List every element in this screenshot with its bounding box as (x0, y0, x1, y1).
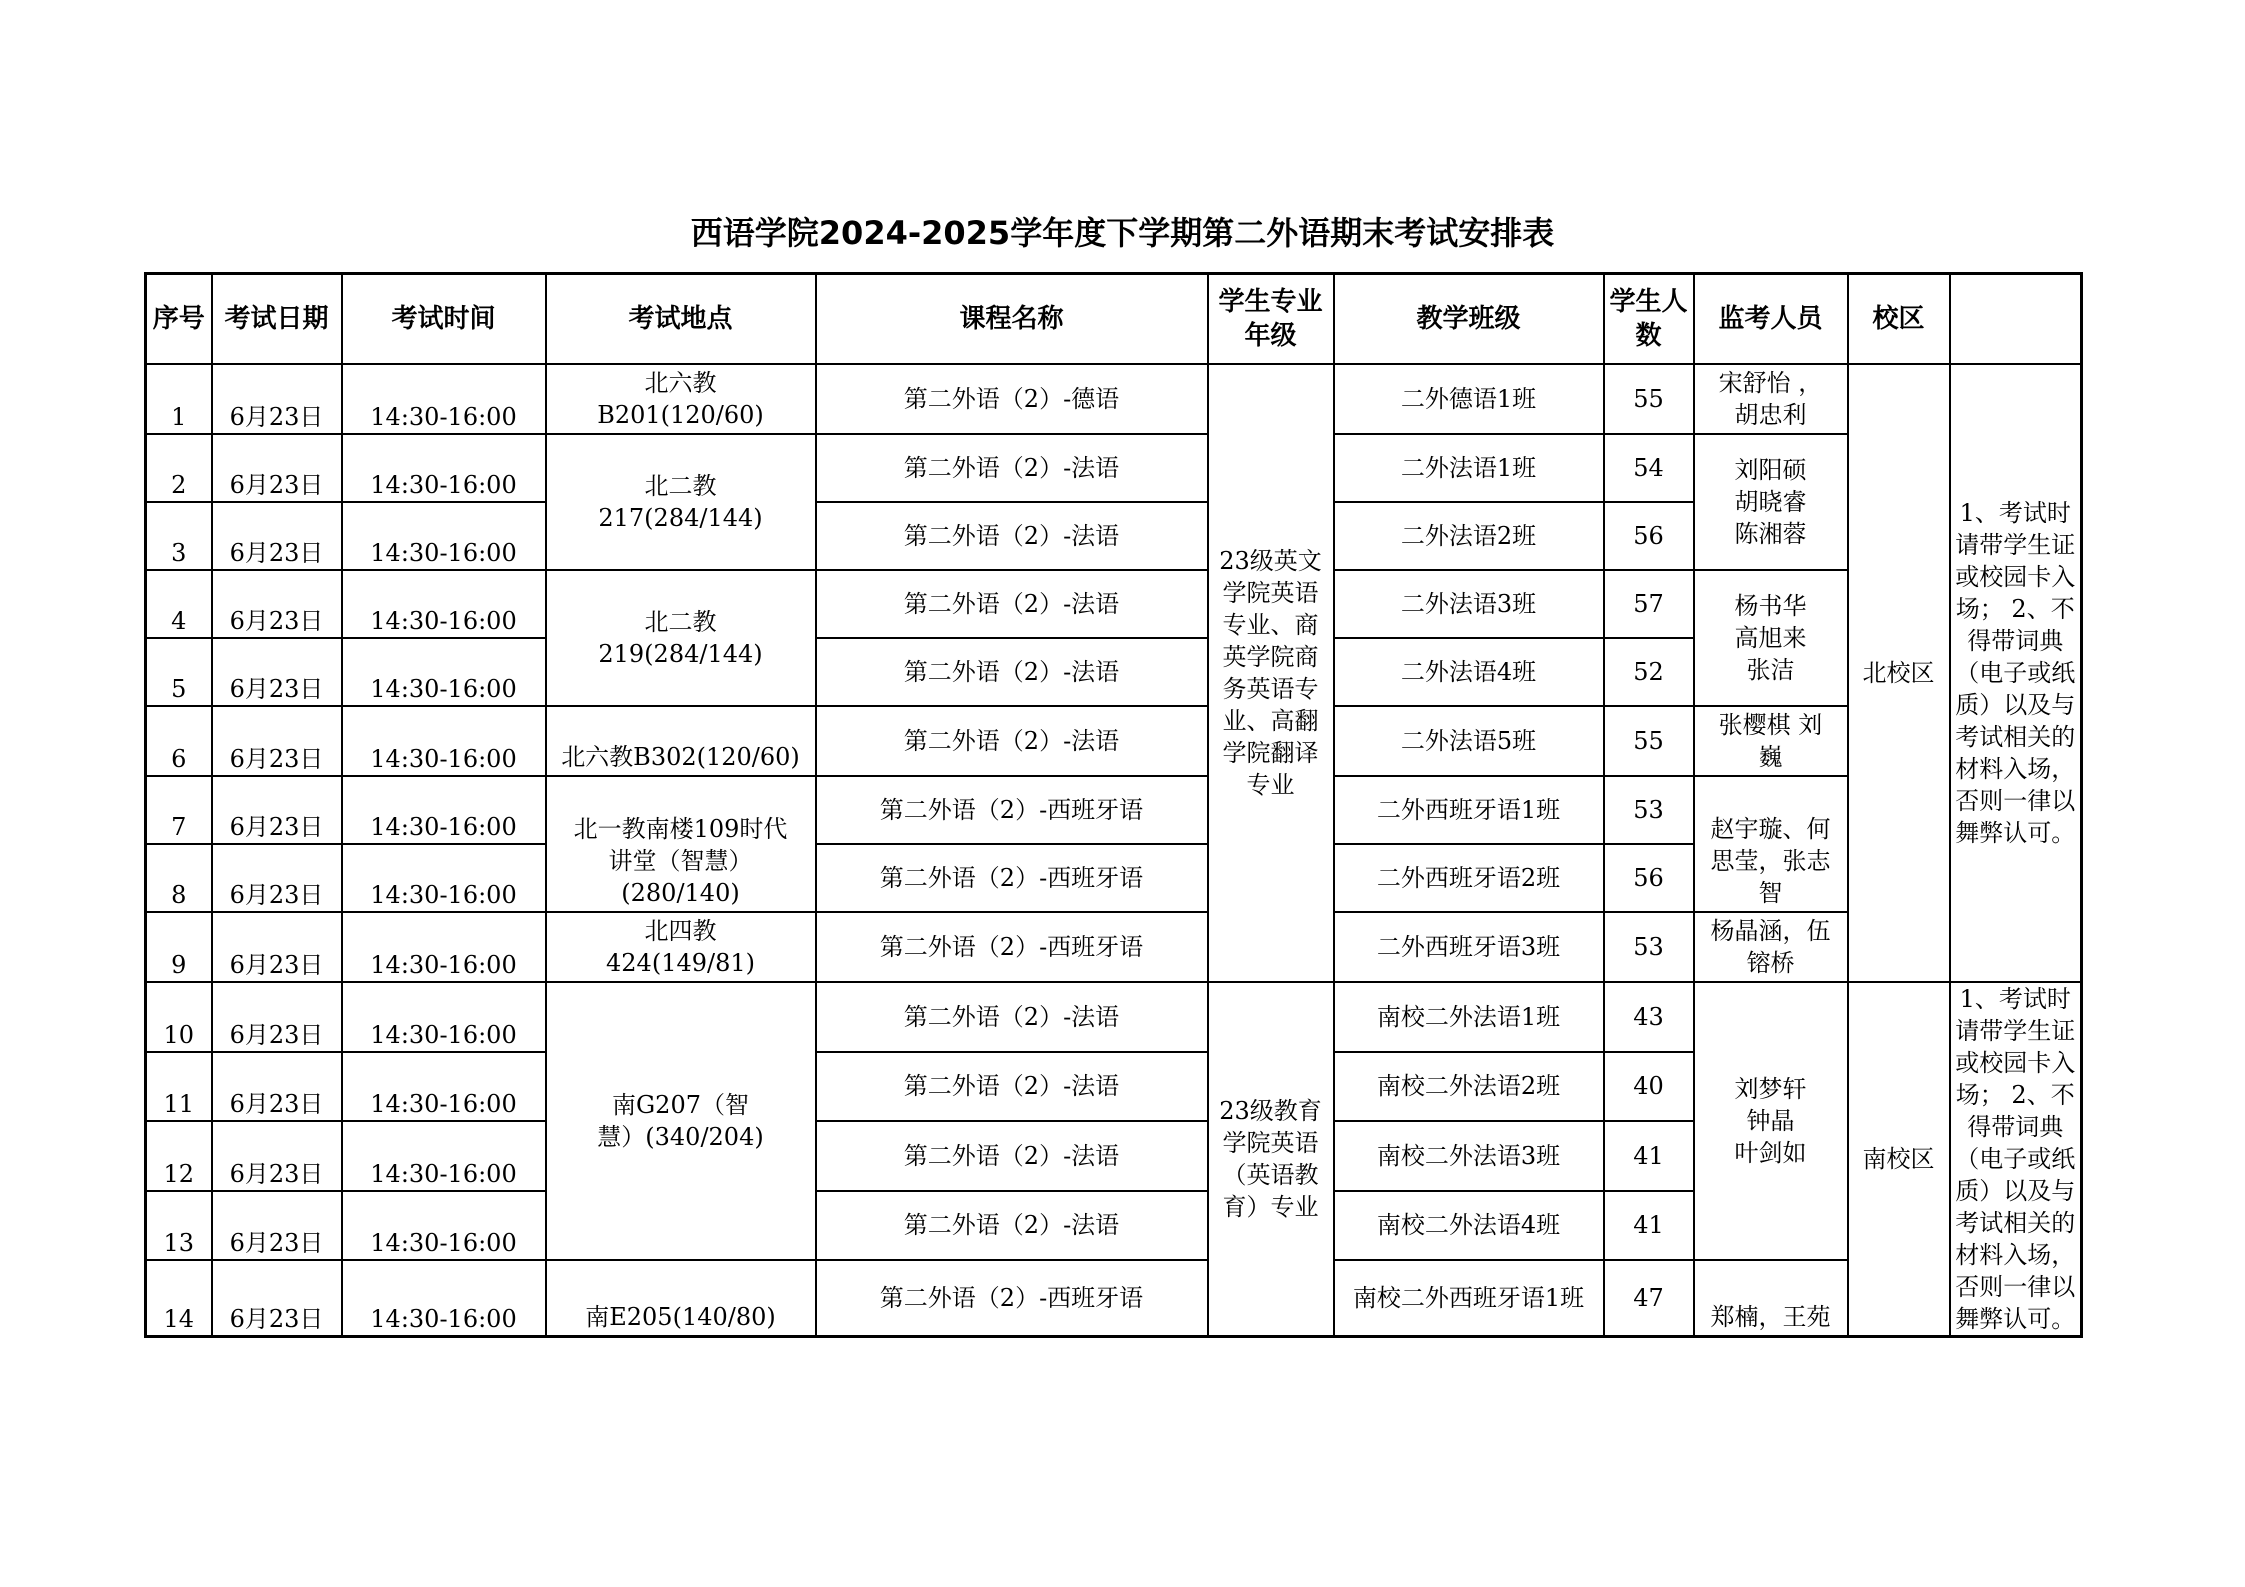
header-campus: 校区 (1848, 274, 1950, 365)
invigilator-cell (1694, 912, 1848, 982)
table-row (146, 434, 2082, 502)
course-cell: 第二外语（2）-西班牙语 (816, 1260, 1208, 1336)
seq-cell: 3 (146, 502, 212, 570)
count-cell: 57 (1604, 570, 1694, 638)
major-cell: 23级英文学院英语专业、商英学院商务英语专业、高翻学院翻译专业 (1208, 364, 1334, 982)
count-cell: 52 (1604, 638, 1694, 706)
course-cell: 第二外语（2）-法语 (816, 1191, 1208, 1261)
header-row (146, 274, 2082, 365)
course-cell: 第二外语（2）-西班牙语 (816, 776, 1208, 844)
seq-cell: 10 (146, 982, 212, 1052)
class-cell: 南校二外法语2班 (1334, 1052, 1604, 1122)
table-row (146, 982, 2082, 1052)
venue-line: B201(120/60) (597, 401, 764, 429)
course-cell: 第二外语（2）-西班牙语 (816, 912, 1208, 982)
invigilator-line: 张洁 (1746, 656, 1795, 684)
seq-cell: 2 (146, 434, 212, 502)
header-time: 考试时间 (342, 274, 546, 365)
table-row (146, 570, 2082, 638)
seq-cell: 5 (146, 638, 212, 706)
invigilator-line: 智 (1758, 879, 1783, 907)
header-course: 课程名称 (816, 274, 1208, 365)
venue-line: 南G207（智 (612, 1091, 749, 1120)
invigilator-line: 杨书华 (1734, 592, 1807, 620)
class-cell: 二外法语2班 (1334, 502, 1604, 570)
course-cell: 第二外语（2）-法语 (816, 982, 1208, 1052)
venue-cell (546, 364, 816, 434)
header-seq: 序号 (146, 274, 212, 365)
class-cell: 二外西班牙语3班 (1334, 912, 1604, 982)
count-cell: 41 (1604, 1121, 1694, 1191)
venue-cell (546, 776, 816, 912)
invigilator-cell (1694, 364, 1848, 434)
time-cell: 14:30-16:00 (342, 570, 546, 638)
invigilator-cell (1694, 434, 1848, 570)
invigilator-line: 胡晓睿 (1734, 488, 1807, 516)
date-cell: 6月23日 (212, 1191, 342, 1261)
venue-line: 北四教 (644, 917, 717, 945)
date-cell: 6月23日 (212, 844, 342, 912)
invigilator-cell: 郑楠，王苑 (1694, 1260, 1848, 1336)
class-cell: 二外法语5班 (1334, 706, 1604, 776)
time-cell: 14:30-16:00 (342, 1052, 546, 1122)
venue-line: (280/140) (621, 879, 740, 907)
time-cell: 14:30-16:00 (342, 982, 546, 1052)
date-cell: 6月23日 (212, 502, 342, 570)
venue-cell (546, 912, 816, 982)
date-cell: 6月23日 (212, 434, 342, 502)
invigilator-line: 高旭来 (1734, 624, 1807, 652)
count-cell: 56 (1604, 502, 1694, 570)
header-note (1950, 274, 2082, 365)
course-cell: 第二外语（2）-法语 (816, 638, 1208, 706)
course-cell: 第二外语（2）-法语 (816, 1052, 1208, 1122)
count-cell: 43 (1604, 982, 1694, 1052)
class-cell: 南校二外法语1班 (1334, 982, 1604, 1052)
venue-line: 讲堂（智慧） (608, 847, 753, 875)
count-cell: 53 (1604, 776, 1694, 844)
count-cell: 53 (1604, 912, 1694, 982)
class-cell: 二外德语1班 (1334, 364, 1604, 434)
invigilator-cell (1694, 570, 1848, 706)
campus-cell: 北校区 (1848, 364, 1950, 982)
date-cell: 6月23日 (212, 570, 342, 638)
time-cell: 14:30-16:00 (342, 844, 546, 912)
class-cell: 二外法语3班 (1334, 570, 1604, 638)
time-cell: 14:30-16:00 (342, 1191, 546, 1261)
date-cell: 6月23日 (212, 912, 342, 982)
class-cell: 二外西班牙语2班 (1334, 844, 1604, 912)
major-cell: 23级教育学院英语（英语教育）专业 (1208, 982, 1334, 1337)
venue-cell (546, 982, 816, 1260)
venue-cell: 南E205(140/80) (546, 1260, 816, 1336)
course-cell: 第二外语（2）-德语 (816, 364, 1208, 434)
class-cell: 二外西班牙语1班 (1334, 776, 1604, 844)
class-cell: 南校二外法语3班 (1334, 1121, 1604, 1191)
seq-cell: 7 (146, 776, 212, 844)
invigilator-line: 叶剑如 (1734, 1139, 1807, 1168)
invigilator-line: 思莹，张志 (1710, 847, 1831, 875)
invigilator-cell (1694, 706, 1848, 776)
header-major: 学生专业年级 (1208, 274, 1334, 365)
invigilator-cell (1694, 776, 1848, 912)
class-cell: 南校二外西班牙语1班 (1334, 1260, 1604, 1336)
date-cell: 6月23日 (212, 706, 342, 776)
time-cell: 14:30-16:00 (342, 364, 546, 434)
venue-line: 北一教南楼109时代 (573, 815, 788, 843)
count-cell: 55 (1604, 364, 1694, 434)
invigilator-line: 宋舒怡 ， (1718, 369, 1823, 397)
date-cell: 6月23日 (212, 1260, 342, 1336)
class-cell: 二外法语1班 (1334, 434, 1604, 502)
count-cell: 54 (1604, 434, 1694, 502)
header-invigilators: 监考人员 (1694, 274, 1848, 365)
seq-cell: 11 (146, 1052, 212, 1122)
exam-schedule-table (144, 272, 2083, 1338)
seq-cell: 12 (146, 1121, 212, 1191)
class-cell: 南校二外法语4班 (1334, 1191, 1604, 1261)
header-count: 学生人数 (1604, 274, 1694, 365)
invigilator-line: 陈湘蓉 (1734, 520, 1807, 548)
seq-cell: 4 (146, 570, 212, 638)
date-cell: 6月23日 (212, 982, 342, 1052)
seq-cell: 8 (146, 844, 212, 912)
time-cell: 14:30-16:00 (342, 706, 546, 776)
note-cell: 1、考试时请带学生证或校园卡入场； 2、不得带词典（电子或纸质）以及与考试相关的材料入场，否则一律以舞弊认可。 (1950, 982, 2082, 1337)
date-cell: 6月23日 (212, 364, 342, 434)
seq-cell: 1 (146, 364, 212, 434)
table-row (146, 364, 2082, 434)
invigilator-line: 胡忠利 (1734, 401, 1807, 429)
invigilator-line: 张樱棋 刘 (1718, 711, 1823, 739)
invigilator-line: 刘阳硕 (1734, 456, 1807, 484)
venue-line: 北二教 (644, 472, 717, 500)
course-cell: 第二外语（2）-法语 (816, 706, 1208, 776)
header-venue: 考试地点 (546, 274, 816, 365)
note-cell: 1、考试时请带学生证或校园卡入场； 2、不得带词典（电子或纸质）以及与考试相关的材料入场，否则一律以舞弊认可。 (1950, 364, 2082, 982)
venue-line: 424(149/81) (606, 949, 755, 977)
invigilator-line: 刘梦轩 (1734, 1075, 1807, 1104)
course-cell: 第二外语（2）-法语 (816, 1121, 1208, 1191)
venue-cell (546, 570, 816, 706)
course-cell: 第二外语（2）-法语 (816, 434, 1208, 502)
invigilator-line: 杨晶涵，伍 (1710, 917, 1831, 945)
count-cell: 40 (1604, 1052, 1694, 1122)
date-cell: 6月23日 (212, 1121, 342, 1191)
header-date: 考试日期 (212, 274, 342, 365)
seq-cell: 9 (146, 912, 212, 982)
invigilator-line: 镕桥 (1746, 949, 1795, 977)
campus-cell: 南校区 (1848, 982, 1950, 1337)
time-cell: 14:30-16:00 (342, 502, 546, 570)
date-cell: 6月23日 (212, 1052, 342, 1122)
venue-cell: 北六教B302(120/60) (546, 706, 816, 776)
time-cell: 14:30-16:00 (342, 1260, 546, 1336)
course-cell: 第二外语（2）-法语 (816, 502, 1208, 570)
time-cell: 14:30-16:00 (342, 776, 546, 844)
invigilator-line: 巍 (1758, 743, 1783, 771)
table-row (146, 776, 2082, 844)
class-cell: 二外法语4班 (1334, 638, 1604, 706)
table-row (146, 912, 2082, 982)
count-cell: 55 (1604, 706, 1694, 776)
invigilator-line: 钟晶 (1746, 1107, 1795, 1136)
venue-line: 慧）(340/204) (597, 1123, 764, 1152)
count-cell: 47 (1604, 1260, 1694, 1336)
date-cell: 6月23日 (212, 776, 342, 844)
table-row (146, 1260, 2082, 1336)
header-class: 教学班级 (1334, 274, 1604, 365)
venue-line: 北二教 (644, 608, 717, 636)
time-cell: 14:30-16:00 (342, 434, 546, 502)
count-cell: 41 (1604, 1191, 1694, 1261)
time-cell: 14:30-16:00 (342, 638, 546, 706)
invigilator-cell (1694, 982, 1848, 1260)
seq-cell: 14 (146, 1260, 212, 1336)
course-cell: 第二外语（2）-西班牙语 (816, 844, 1208, 912)
table-row (146, 706, 2082, 776)
seq-cell: 6 (146, 706, 212, 776)
time-cell: 14:30-16:00 (342, 1121, 546, 1191)
page-title: 西语学院2024-2025学年度下学期第二外语期末考试安排表 (690, 214, 1555, 252)
invigilator-line: 赵宇璇、何 (1710, 815, 1831, 843)
venue-line: 北六教 (644, 369, 717, 397)
venue-cell (546, 434, 816, 570)
time-cell: 14:30-16:00 (342, 912, 546, 982)
count-cell: 56 (1604, 844, 1694, 912)
venue-line: 217(284/144) (598, 504, 763, 532)
venue-line: 219(284/144) (598, 640, 763, 668)
course-cell: 第二外语（2）-法语 (816, 570, 1208, 638)
date-cell: 6月23日 (212, 638, 342, 706)
seq-cell: 13 (146, 1191, 212, 1261)
